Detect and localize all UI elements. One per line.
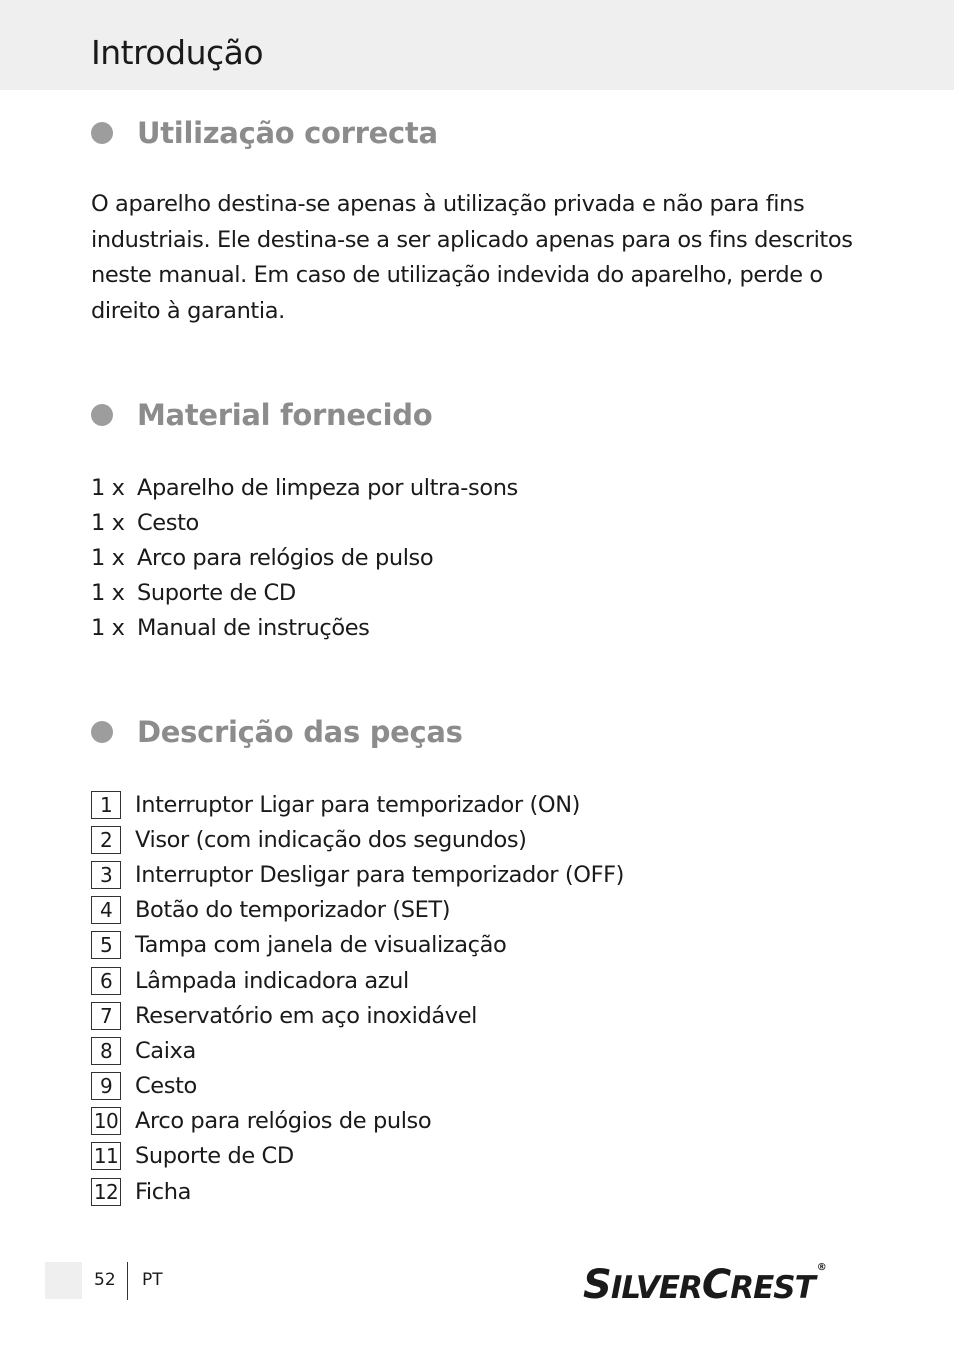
footer-marker-box	[45, 1262, 82, 1299]
part-label: Interruptor Desligar para temporizador (OFF)	[135, 861, 625, 888]
quantity: 1 x	[91, 615, 125, 642]
bullet-dot-icon	[91, 122, 113, 144]
part-number-box: 10	[91, 1107, 121, 1135]
list-item	[91, 787, 624, 822]
part-label: Caixa	[135, 1037, 196, 1064]
part-label: Ficha	[135, 1178, 191, 1205]
list-item	[91, 998, 624, 1033]
list-item	[91, 1033, 624, 1068]
part-label: Arco para relógios de pulso	[135, 1108, 432, 1135]
list-item	[91, 857, 624, 892]
quantity: 1 x	[91, 474, 125, 501]
part-label: Interruptor Ligar para temporizador (ON)	[135, 791, 580, 818]
list-item	[91, 1069, 624, 1104]
part-number-box: 1	[91, 791, 121, 819]
page-title: Introdução	[91, 33, 264, 72]
part-number-box: 2	[91, 826, 121, 854]
footer-divider	[127, 1262, 128, 1300]
section-heading-parts-description	[91, 712, 463, 752]
part-label: Reservatório em aço inoxidável	[135, 1002, 478, 1029]
part-number-box: 8	[91, 1037, 121, 1065]
quantity: 1 x	[91, 580, 125, 607]
list-item	[91, 1139, 624, 1174]
part-number-box: 6	[91, 967, 121, 995]
item-label: Aparelho de limpeza por ultra-sons	[137, 474, 518, 501]
list-item	[91, 1174, 624, 1209]
intended-use-paragraph: O aparelho destina-se apenas à utilização privada e não para fins industriais. Ele destina-se a ser aplicado apenas para os fins descritos neste manual. Em caso de utilização indevida do aparelho, perde o direito à garantia.	[91, 191, 853, 324]
part-number-box: 5	[91, 931, 121, 959]
part-label: Botão do temporizador (SET)	[135, 897, 451, 924]
part-label: Lâmpada indicadora azul	[135, 967, 409, 994]
part-label: Tampa com janela de visualização	[135, 932, 507, 959]
quantity: 1 x	[91, 509, 125, 536]
quantity: 1 x	[91, 544, 125, 571]
language-code: PT	[142, 1270, 163, 1290]
section-heading-text: Utilização correcta	[137, 116, 438, 150]
bullet-dot-icon	[91, 721, 113, 743]
list-item	[91, 505, 518, 540]
list-item	[91, 1104, 624, 1139]
list-item	[91, 576, 518, 611]
list-item	[91, 893, 624, 928]
bullet-dot-icon	[91, 404, 113, 426]
list-item	[91, 470, 518, 505]
part-number-box: 11	[91, 1142, 121, 1170]
item-label: Arco para relógios de pulso	[137, 544, 434, 571]
part-number-box: 3	[91, 861, 121, 889]
list-item	[91, 611, 518, 646]
part-number-box: 9	[91, 1072, 121, 1100]
part-number-box: 12	[91, 1178, 121, 1206]
list-item	[91, 963, 624, 998]
part-label: Visor (com indicação dos segundos)	[135, 826, 527, 853]
silvercrest-logo: SILVERCREST®	[583, 1262, 826, 1308]
item-label: Cesto	[137, 509, 199, 536]
list-item	[91, 928, 624, 963]
item-label: Suporte de CD	[137, 580, 296, 607]
part-number-box: 7	[91, 1002, 121, 1030]
item-label: Manual de instruções	[137, 615, 370, 642]
section-heading-supplied-material	[91, 395, 432, 435]
page-number: 52	[94, 1270, 116, 1290]
list-item	[91, 822, 624, 857]
parts-list	[91, 787, 624, 1209]
part-number-box: 4	[91, 896, 121, 924]
section-heading-text: Descrição das peças	[137, 715, 463, 749]
section-heading-intended-use	[91, 113, 438, 153]
list-item	[91, 540, 518, 575]
section-heading-text: Material fornecido	[137, 398, 433, 432]
supplied-material-list	[91, 470, 518, 646]
part-label: Cesto	[135, 1073, 197, 1100]
part-label: Suporte de CD	[135, 1143, 294, 1170]
